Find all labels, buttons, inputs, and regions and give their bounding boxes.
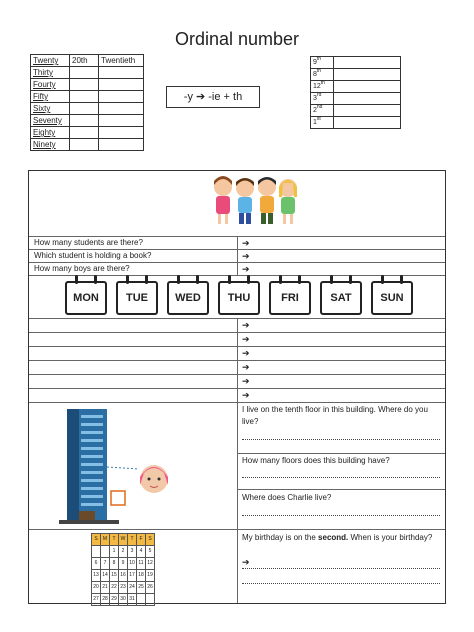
answer-line[interactable] (242, 583, 440, 584)
calendar-date: 19 (146, 570, 155, 582)
answer-line[interactable] (242, 439, 440, 440)
day-label: FRI (281, 292, 299, 304)
day-label: TUE (126, 292, 148, 304)
calendar-week-row (92, 582, 155, 594)
day-card-thu (218, 281, 260, 315)
calendar-date: 1 (110, 546, 119, 558)
birthday-bold-text: second. (318, 533, 349, 542)
student-boy-middle (236, 178, 254, 224)
tens-word: Ninety (31, 139, 70, 151)
tens-word: Thirty (31, 67, 70, 79)
answer-arrow-icon[interactable]: ➔ (242, 557, 250, 567)
calendar-day-label: S (146, 534, 155, 546)
answer-arrow-icon[interactable]: ➔ (242, 390, 250, 400)
calendar-header-row (92, 534, 155, 546)
question-boys-count: How many boys are there? (34, 264, 130, 273)
answer-arrow-icon[interactable]: ➔ (242, 251, 250, 261)
question-tenth-floor: I live on the tenth floor in this building. Where do you live? (242, 405, 428, 426)
calendar-day-label: T (110, 534, 119, 546)
divider (29, 529, 445, 530)
divider (237, 318, 238, 402)
day-label: SUN (380, 292, 404, 304)
calendar-week-row (92, 558, 155, 570)
answer-line[interactable] (242, 515, 440, 516)
calendar-day-label: W (119, 534, 128, 546)
answer-cell[interactable] (70, 67, 99, 79)
divider (237, 402, 238, 603)
ordinal-row (311, 81, 401, 93)
answer-cell[interactable] (334, 81, 401, 93)
divider (237, 453, 445, 454)
floor-marker (111, 491, 125, 505)
calendar-date: 31 (128, 594, 137, 606)
tens-word: Fifty (31, 91, 70, 103)
day-label: THU (227, 292, 251, 304)
calendar-date: 9 (119, 558, 128, 570)
calendar-date: 13 (92, 570, 101, 582)
tens-row (31, 127, 144, 139)
calendar-date: 15 (110, 570, 119, 582)
tens-header-short: 20th (70, 55, 99, 67)
answer-arrow-icon[interactable]: ➔ (242, 238, 250, 248)
birthday-text: My birthday is on the (242, 533, 319, 542)
question-holding-book: Which student is holding a book? (34, 251, 152, 260)
answer-arrow-icon[interactable]: ➔ (242, 264, 250, 274)
calendar-day-label: M (101, 534, 110, 546)
tens-row (31, 139, 144, 151)
building-illustration (59, 407, 179, 531)
calendar-date: 14 (101, 570, 110, 582)
calendar-day-label: F (137, 534, 146, 546)
answer-arrow-icon[interactable]: ➔ (242, 334, 250, 344)
day-label: SAT (330, 292, 352, 304)
calendar-date: 28 (101, 594, 110, 606)
tens-word: Seventy (31, 115, 70, 127)
calendar-date: 4 (137, 546, 146, 558)
ordinal-number: 9th (311, 57, 334, 69)
answer-cell[interactable] (99, 127, 144, 139)
calendar-date: 7 (101, 558, 110, 570)
birthday-text: When is your birthday? (348, 533, 433, 542)
ordinal-table (310, 56, 401, 129)
ordinal-number: 2nd (311, 105, 334, 117)
tens-header-long: Twentieth (99, 55, 144, 67)
day-card-wed (167, 281, 209, 315)
answer-cell[interactable] (70, 79, 99, 91)
ordinal-row (311, 57, 401, 69)
answer-cell[interactable] (99, 79, 144, 91)
tens-word: Sixty (31, 103, 70, 115)
answer-cell[interactable] (99, 115, 144, 127)
calendar-date: 16 (119, 570, 128, 582)
tens-row (31, 67, 144, 79)
calendar-date: 10 (128, 558, 137, 570)
day-card-mon (65, 281, 107, 315)
answer-cell[interactable] (70, 127, 99, 139)
calendar-date: 22 (110, 582, 119, 594)
student-girl-left (214, 176, 232, 224)
calendar-date: 30 (119, 594, 128, 606)
answer-arrow-icon[interactable]: ➔ (242, 362, 250, 372)
ordinal-number: 1st (311, 117, 334, 129)
calendar-date: 8 (110, 558, 119, 570)
ordinal-row (311, 93, 401, 105)
answer-arrow-icon[interactable]: ➔ (242, 320, 250, 330)
calendar-date (146, 594, 155, 606)
answer-cell[interactable] (70, 103, 99, 115)
calendar-date: 17 (128, 570, 137, 582)
day-label: WED (175, 292, 201, 304)
answer-cell[interactable] (99, 139, 144, 151)
answer-cell[interactable] (334, 93, 401, 105)
calendar-date: 26 (146, 582, 155, 594)
calendar-date (92, 546, 101, 558)
ordinal-row (311, 117, 401, 129)
answer-cell[interactable] (334, 105, 401, 117)
tens-row (31, 103, 144, 115)
calendar-date: 24 (128, 582, 137, 594)
day-card-sun (371, 281, 413, 315)
answer-line[interactable] (242, 477, 440, 478)
calendar-date: 21 (101, 582, 110, 594)
answer-cell[interactable] (99, 67, 144, 79)
student-boy-right (258, 177, 276, 224)
tens-row (31, 115, 144, 127)
tens-header-row (31, 55, 144, 67)
answer-line[interactable] (242, 568, 440, 569)
question-birthday (242, 532, 440, 544)
calendar-date: 11 (137, 558, 146, 570)
tens-header-word: Twenty (31, 55, 70, 67)
answer-cell[interactable] (334, 57, 401, 69)
calendar-week-row (92, 594, 155, 606)
calendar-date: 2 (119, 546, 128, 558)
ordinal-number: 8th (311, 69, 334, 81)
ordinal-row (311, 69, 401, 81)
tens-row (31, 91, 144, 103)
answer-cell[interactable] (334, 69, 401, 81)
day-label: MON (73, 292, 99, 304)
answer-cell[interactable] (70, 115, 99, 127)
answer-arrow-icon[interactable]: ➔ (242, 348, 250, 358)
day-card-tue (116, 281, 158, 315)
calendar-date: 23 (119, 582, 128, 594)
ordinal-number: 3rd (311, 93, 334, 105)
question-floors-count: How many floors does this building have? (242, 456, 390, 465)
answer-cell[interactable] (99, 91, 144, 103)
answer-cell[interactable] (70, 91, 99, 103)
calendar-date: 12 (146, 558, 155, 570)
calendar-day-label: T (128, 534, 137, 546)
tens-word: Eighty (31, 127, 70, 139)
answer-cell[interactable] (99, 103, 144, 115)
calendar-date: 6 (92, 558, 101, 570)
ordinal-row (311, 105, 401, 117)
students-illustration (209, 173, 299, 231)
question-students-count: How many students are there? (34, 238, 143, 247)
calendar-week-row (92, 546, 155, 558)
charlie-girl-icon (140, 465, 168, 493)
calendar-date: 3 (128, 546, 137, 558)
calendar-date (137, 594, 146, 606)
worksheet-box (28, 170, 446, 604)
spelling-rule-box: -y ➔ -ie + th (166, 86, 260, 108)
page-title: Ordinal number (174, 29, 300, 49)
calendar-date: 27 (92, 594, 101, 606)
calendar-date: 29 (110, 594, 119, 606)
answer-cell[interactable] (70, 139, 99, 151)
divider (237, 236, 238, 275)
day-card-sat (320, 281, 362, 315)
question-charlie: Where does Charlie live? (242, 493, 332, 502)
tens-row (31, 79, 144, 91)
birthday-calendar (91, 533, 155, 606)
divider (237, 489, 445, 490)
calendar-week-row (92, 570, 155, 582)
answer-arrow-icon[interactable]: ➔ (242, 376, 250, 386)
answer-cell[interactable] (334, 117, 401, 129)
calendar-date: 20 (92, 582, 101, 594)
calendar-date (101, 546, 110, 558)
calendar-date: 18 (137, 570, 146, 582)
calendar-day-label: S (92, 534, 101, 546)
tens-table (30, 54, 144, 151)
tens-word: Fourty (31, 79, 70, 91)
student-girl-right (279, 179, 297, 224)
ordinal-number: 12th (311, 81, 334, 93)
calendar-date: 25 (137, 582, 146, 594)
calendar-date: 5 (146, 546, 155, 558)
day-card-fri (269, 281, 311, 315)
